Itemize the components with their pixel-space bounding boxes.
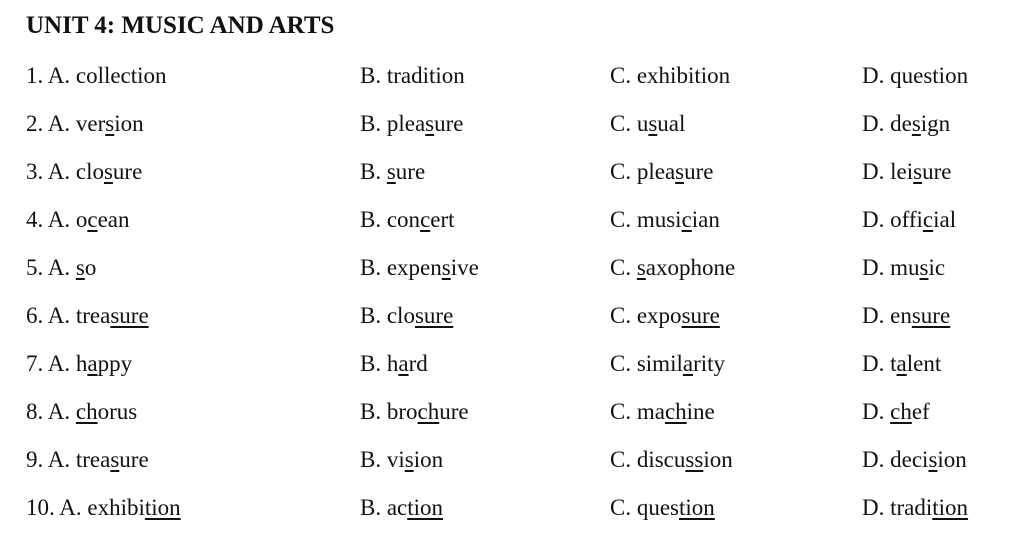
option-letter: C. <box>610 303 637 328</box>
underlined-part: a <box>682 351 694 376</box>
option-word: closure <box>75 159 143 184</box>
option-word: expensive <box>386 255 479 280</box>
option-word: musician <box>636 207 720 232</box>
answer-option <box>26 159 142 185</box>
answer-option <box>862 159 951 185</box>
option-word: official <box>890 207 957 232</box>
underlined-part: s <box>105 111 115 136</box>
option-word: usual <box>636 111 686 136</box>
underlined-part: ch <box>417 399 440 424</box>
option-letter: C. <box>610 111 637 136</box>
option-word: leisure <box>890 159 952 184</box>
question-number: 8. <box>26 399 48 424</box>
answer-option <box>862 63 968 89</box>
underlined-part: s <box>675 159 685 184</box>
option-letter: D. <box>862 447 891 472</box>
answer-option <box>862 111 950 137</box>
option-word: ocean <box>75 207 130 232</box>
answer-option <box>862 495 968 521</box>
option-letter: A. <box>47 111 76 136</box>
answer-option <box>360 351 428 377</box>
underlined-part: ch <box>664 399 687 424</box>
option-letter: B. <box>360 399 387 424</box>
option-letter: B. <box>360 111 387 136</box>
option-word: concert <box>386 207 455 232</box>
option-letter: C. <box>610 207 637 232</box>
answer-option <box>360 111 463 137</box>
question-number: 10. <box>26 495 60 520</box>
question-number: 1. <box>26 63 48 88</box>
option-letter: B. <box>360 159 387 184</box>
option-word: tradition <box>386 63 465 88</box>
answer-option <box>26 303 149 329</box>
answer-option <box>610 207 720 233</box>
answer-option <box>610 63 730 89</box>
option-word: pleasure <box>636 159 714 184</box>
underlined-part: sure <box>911 303 951 328</box>
underlined-part: s <box>110 447 120 472</box>
option-letter: D. <box>862 159 891 184</box>
option-word: music <box>890 255 946 280</box>
option-word: so <box>75 255 97 280</box>
option-word: closure <box>386 303 454 328</box>
answer-option <box>26 63 167 89</box>
option-word: question <box>890 63 969 88</box>
option-word: collection <box>75 63 167 88</box>
answer-option <box>862 399 930 425</box>
option-word: vision <box>386 447 444 472</box>
underlined-part: c <box>87 207 98 232</box>
option-word: hard <box>386 351 428 376</box>
option-letter: D. <box>862 495 891 520</box>
option-word: discussion <box>636 447 733 472</box>
answer-option <box>26 351 132 377</box>
option-word: machine <box>636 399 715 424</box>
question-row <box>0 495 1024 535</box>
option-letter: A. <box>47 351 76 376</box>
question-row <box>0 111 1024 151</box>
underlined-part: s <box>919 255 929 280</box>
question-row <box>0 447 1024 487</box>
option-word: exhibition <box>87 495 181 520</box>
option-word: exposure <box>636 303 720 328</box>
question-number: 9. <box>26 447 48 472</box>
underlined-part: ch <box>890 399 912 424</box>
question-row <box>0 159 1024 199</box>
underlined-part: a <box>87 351 98 376</box>
underlined-part: tion <box>144 495 181 520</box>
option-word: treasure <box>75 447 149 472</box>
option-letter: A. <box>47 447 76 472</box>
question-row <box>0 255 1024 295</box>
option-letter: C. <box>610 399 637 424</box>
question-number: 6. <box>26 303 48 328</box>
answer-option <box>862 351 941 377</box>
option-letter: B. <box>360 495 387 520</box>
underlined-part: sure <box>414 303 454 328</box>
option-letter: D. <box>862 351 891 376</box>
underlined-part: sure <box>681 303 720 328</box>
underlined-part: tion <box>932 495 969 520</box>
answer-option <box>26 111 144 137</box>
underlined-part: tion <box>679 495 715 520</box>
option-letter: C. <box>610 351 637 376</box>
underlined-part: s <box>648 111 658 136</box>
question-number: 3. <box>26 159 48 184</box>
option-letter: C. <box>610 495 637 520</box>
underlined-part: s <box>404 447 414 472</box>
option-word: chef <box>890 399 930 424</box>
option-letter: B. <box>360 255 387 280</box>
underlined-part: s <box>911 111 921 136</box>
underlined-part: a <box>398 351 409 376</box>
answer-option <box>610 447 733 473</box>
option-letter: D. <box>862 207 891 232</box>
option-letter: C. <box>610 255 637 280</box>
answer-option <box>26 495 181 521</box>
question-number: 7. <box>26 351 48 376</box>
option-letter: A. <box>47 63 76 88</box>
underlined-part: c <box>681 207 692 232</box>
answer-option <box>360 399 469 425</box>
option-letter: A. <box>47 207 76 232</box>
option-letter: D. <box>862 303 891 328</box>
answer-option <box>862 255 945 281</box>
question-number: 4. <box>26 207 48 232</box>
option-word: happy <box>75 351 133 376</box>
answer-option <box>862 447 967 473</box>
underlined-part: s <box>441 255 451 280</box>
option-letter: A. <box>47 399 76 424</box>
question-row <box>0 63 1024 103</box>
underlined-part: s <box>103 159 113 184</box>
answer-option <box>610 303 720 329</box>
answer-option <box>360 495 443 521</box>
answer-option <box>360 303 453 329</box>
option-letter: C. <box>610 159 637 184</box>
question-number: 5. <box>26 255 48 280</box>
answer-option <box>26 399 137 425</box>
option-letter: A. <box>47 255 76 280</box>
option-word: question <box>636 495 715 520</box>
underlined-part: tion <box>407 495 444 520</box>
answer-option <box>610 495 715 521</box>
option-word: chorus <box>75 399 138 424</box>
answer-option <box>610 399 715 425</box>
underlined-part: sure <box>110 303 149 328</box>
question-row <box>0 351 1024 391</box>
option-letter: A. <box>47 303 76 328</box>
underlined-part: s <box>928 447 938 472</box>
option-letter: A. <box>59 495 88 520</box>
answer-option <box>610 159 713 185</box>
option-letter: B. <box>360 351 387 376</box>
answer-option <box>862 207 956 233</box>
option-letter: C. <box>610 447 637 472</box>
question-row <box>0 399 1024 439</box>
option-word: action <box>386 495 444 520</box>
answer-option <box>610 351 725 377</box>
option-word: similarity <box>636 351 726 376</box>
option-word: version <box>75 111 144 136</box>
answer-option <box>610 111 685 137</box>
option-word: exhibition <box>636 63 731 88</box>
option-letter: D. <box>862 255 891 280</box>
option-letter: B. <box>360 63 387 88</box>
underlined-part: c <box>922 207 934 232</box>
option-word: talent <box>890 351 942 376</box>
answer-option <box>360 159 425 185</box>
underlined-part: ss <box>685 447 704 472</box>
option-word: decision <box>890 447 967 472</box>
answer-option <box>26 447 149 473</box>
question-row <box>0 303 1024 343</box>
option-word: sure <box>386 159 426 184</box>
option-letter: C. <box>610 63 637 88</box>
page-title: UNIT 4: MUSIC AND ARTS <box>26 12 335 39</box>
answer-option <box>360 255 479 281</box>
option-word: treasure <box>75 303 149 328</box>
underlined-part: s <box>636 255 646 280</box>
option-letter: D. <box>862 111 891 136</box>
answer-option <box>360 447 443 473</box>
answer-option <box>360 207 455 233</box>
option-word: design <box>890 111 951 136</box>
underlined-part: c <box>420 207 431 232</box>
underlined-part: s <box>913 159 923 184</box>
option-letter: B. <box>360 303 387 328</box>
underlined-part: ch <box>75 399 98 424</box>
option-letter: B. <box>360 207 387 232</box>
answer-option <box>862 303 950 329</box>
option-letter: B. <box>360 447 387 472</box>
option-letter: D. <box>862 63 891 88</box>
underlined-part: s <box>386 159 396 184</box>
option-word: pleasure <box>386 111 464 136</box>
option-letter: A. <box>47 159 76 184</box>
option-letter: D. <box>862 399 891 424</box>
underlined-part: s <box>75 255 85 280</box>
question-row <box>0 207 1024 247</box>
option-word: brochure <box>386 399 469 424</box>
option-word: tradition <box>890 495 969 520</box>
underlined-part: a <box>896 351 907 376</box>
option-word: saxophone <box>636 255 736 280</box>
underlined-part: s <box>425 111 435 136</box>
answer-option <box>610 255 735 281</box>
option-word: ensure <box>890 303 951 328</box>
answer-option <box>26 207 130 233</box>
answer-option <box>360 63 465 89</box>
answer-option <box>26 255 96 281</box>
question-number: 2. <box>26 111 48 136</box>
